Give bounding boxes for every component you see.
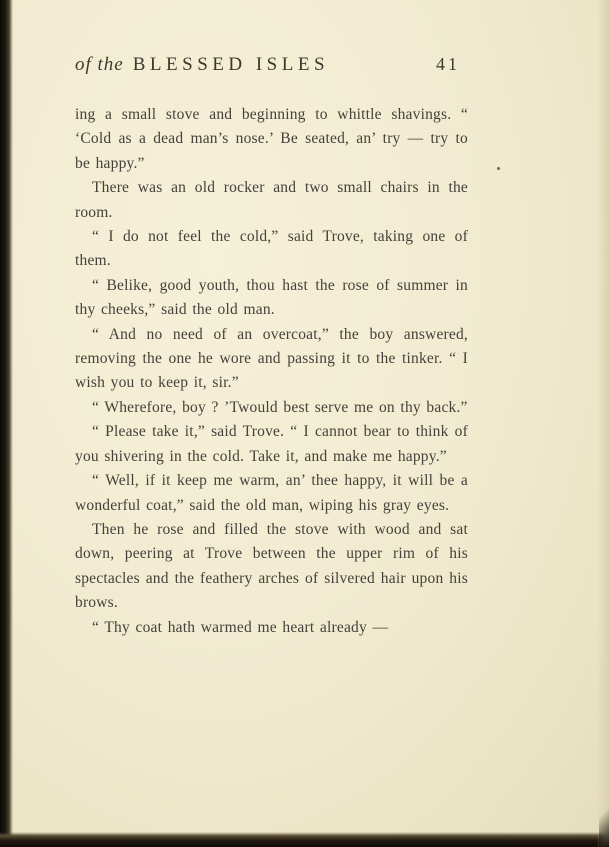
scan-edge-bottom	[0, 832, 609, 847]
scan-edge-left	[0, 0, 13, 847]
running-title-italic: of the	[75, 54, 124, 75]
page-header	[75, 54, 468, 76]
paragraph: ing a small stove and beginning to whittle shavings. “ ‘Cold as a dead man’s nose.’ Be seated, an’ try — try to be happy.”	[75, 106, 468, 172]
paragraph: “ Wherefore, boy ? ’Twould best serve me on thy back.”	[92, 398, 468, 416]
paragraph: “ Thy coat hath warmed me heart already —	[92, 618, 389, 636]
page-content	[75, 54, 468, 640]
paragraph: “ And no need of an overcoat,” the boy answered, removing the one he wore and passing it to the tinker. “ I wish you to keep it, sir.”	[75, 325, 468, 392]
running-title-caps: BLESSED ISLES	[132, 54, 330, 75]
paragraph: There was an old rocker and two small chairs in the room.	[75, 179, 468, 221]
paragraph: “ Belike, good youth, thou hast the rose of summer in thy cheeks,” said the old man.	[75, 276, 468, 319]
scan-corner-shadow	[599, 807, 609, 847]
body-text	[75, 103, 468, 640]
running-title	[75, 54, 329, 76]
paragraph: Then he rose and filled the stove with wood and sat down, peering at Trove between the upper rim of his spectacles and the feathery arches of silvered hair upon his brows.	[75, 520, 468, 612]
scan-edge-right	[597, 0, 609, 847]
page-number: 41	[436, 54, 460, 74]
paragraph: “ Please take it,” said Trove. “ I cannot bear to think of you shivering in the cold. Take it, and make me happy.”	[75, 423, 468, 465]
paragraph: “ Well, if it keep me warm, an’ thee happy, it will be a wonderful coat,” said the old man, wiping his gray eyes.	[75, 472, 468, 514]
paragraph: “ I do not feel the cold,” said Trove, taking one of them.	[75, 228, 468, 270]
scan-speck	[497, 167, 500, 170]
